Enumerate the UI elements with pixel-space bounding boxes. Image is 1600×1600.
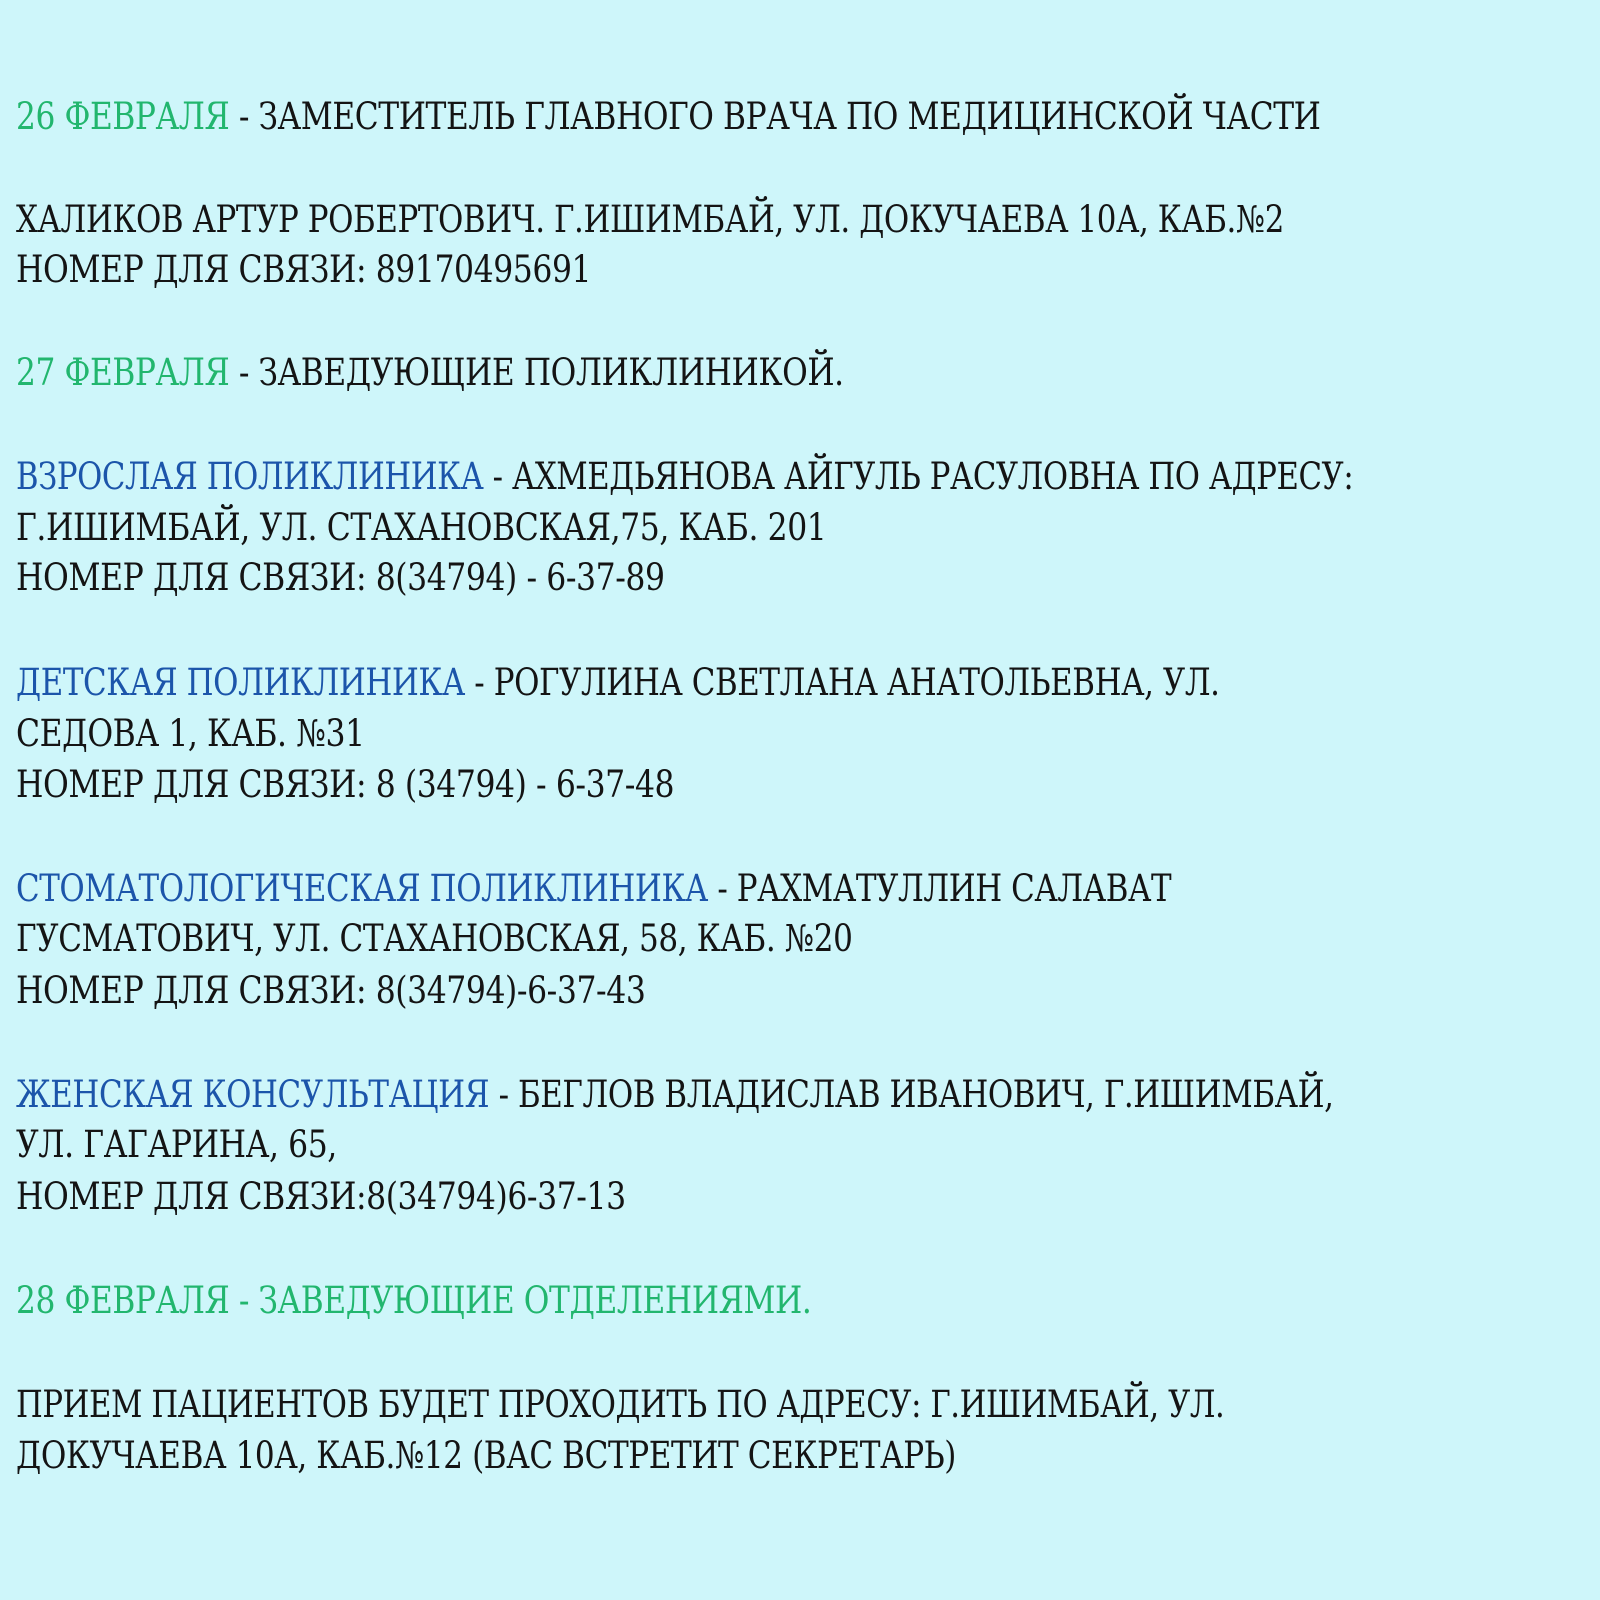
dental-clinic-name: СТОМАТОЛОГИЧЕСКАЯ ПОЛИКЛИНИКА (16, 867, 708, 910)
dental-clinic-head: - РАХМАТУЛЛИН САЛАВАТ (707, 867, 1172, 910)
feb27-heading (16, 348, 844, 398)
feb28-heading: 28 ФЕВРАЛЯ - ЗАВЕДУЮЩИЕ ОТДЕЛЕНИЯМИ. (16, 1279, 812, 1322)
adult-clinic-line1 (16, 452, 1353, 502)
child-clinic-address: СЕДОВА 1, КАБ. №31 (16, 712, 365, 755)
dental-clinic-line1 (16, 864, 1171, 914)
feb26-heading (16, 92, 1321, 142)
adult-clinic-phone: НОМЕР ДЛЯ СВЯЗИ: 8(34794) - 6-37-89 (16, 556, 665, 599)
women-clinic-line1 (16, 1070, 1334, 1120)
feb26-title: - ЗАМЕСТИТЕЛЬ ГЛАВНОГО ВРАЧА ПО МЕДИЦИНСКОЙ ЧАСТИ (229, 95, 1321, 138)
child-clinic-head: - РОГУЛИНА СВЕТЛАНА АНАТОЛЬЕВНА, УЛ. (464, 661, 1220, 704)
child-clinic-line1 (16, 658, 1220, 708)
feb26-date: 26 ФЕВРАЛЯ (16, 95, 230, 138)
adult-clinic-name: ВЗРОСЛАЯ ПОЛИКЛИНИКА (16, 455, 484, 498)
child-clinic-phone: НОМЕР ДЛЯ СВЯЗИ: 8 (34794) - 6-37-48 (16, 763, 675, 806)
adult-clinic-head: - АХМЕДЬЯНОВА АЙГУЛЬ РАСУЛОВНА ПО АДРЕСУ: (483, 455, 1354, 498)
adult-clinic-address: Г.ИШИМБАЙ, УЛ. СТАХАНОВСКАЯ,75, КАБ. 201 (16, 506, 827, 549)
child-clinic-name: ДЕТСКАЯ ПОЛИКЛИНИКА (16, 661, 465, 704)
feb27-date: 27 ФЕВРАЛЯ (16, 351, 230, 394)
feb26-person: ХАЛИКОВ АРТУР РОБЕРТОВИЧ. Г.ИШИМБАЙ, УЛ. ДОКУЧАЕВА 10А, КАБ.№2 (16, 198, 1284, 241)
dental-clinic-address: ГУСМАТОВИЧ, УЛ. СТАХАНОВСКАЯ, 58, КАБ. №20 (16, 917, 853, 960)
women-clinic-name: ЖЕНСКАЯ КОНСУЛЬТАЦИЯ (16, 1073, 490, 1116)
feb27-title: - ЗАВЕДУЮЩИЕ ПОЛИКЛИНИКОЙ. (229, 351, 844, 394)
feb26-phone: НОМЕР ДЛЯ СВЯЗИ: 89170495691 (16, 248, 592, 291)
feb28-note-line1: ПРИЕМ ПАЦИЕНТОВ БУДЕТ ПРОХОДИТЬ ПО АДРЕСУ: Г.ИШИМБАЙ, УЛ. (16, 1383, 1225, 1426)
feb28-note-line2: ДОКУЧАЕВА 10А, КАБ.№12 (ВАС ВСТРЕТИТ СЕКРЕТАРЬ) (16, 1434, 956, 1477)
women-clinic-address: УЛ. ГАГАРИНА, 65, (16, 1123, 337, 1166)
women-clinic-head: - БЕГЛОВ ВЛАДИСЛАВ ИВАНОВИЧ, Г.ИШИМБАЙ, (489, 1073, 1334, 1116)
women-clinic-phone: НОМЕР ДЛЯ СВЯЗИ:8(34794)6-37-13 (16, 1175, 626, 1218)
dental-clinic-phone: НОМЕР ДЛЯ СВЯЗИ: 8(34794)-6-37-43 (16, 969, 646, 1012)
